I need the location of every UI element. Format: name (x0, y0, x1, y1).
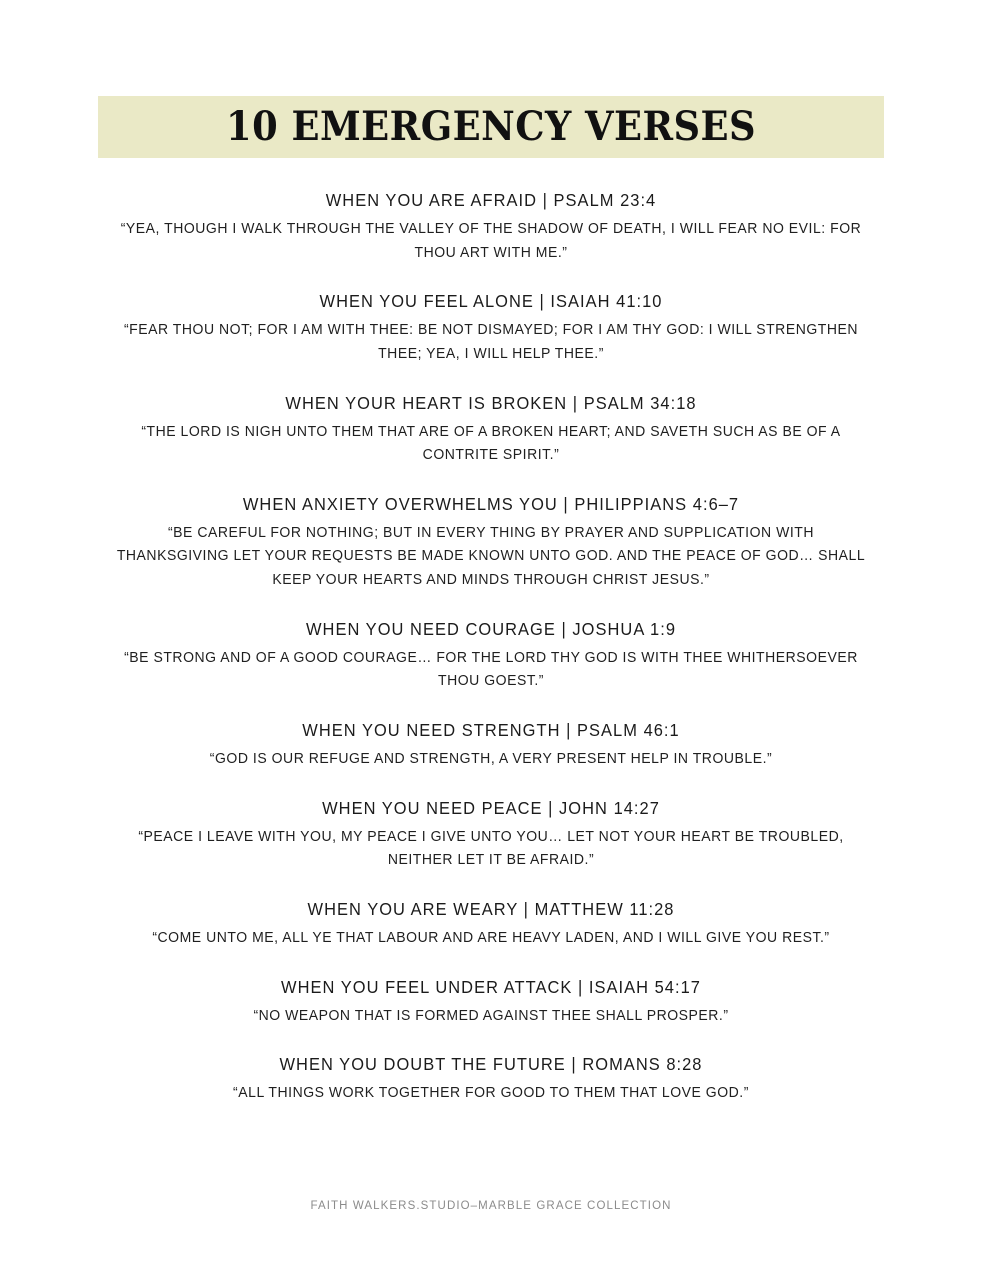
verse-heading: WHEN YOU DOUBT THE FUTURE | ROMANS 8:28 (279, 1054, 703, 1075)
verse-heading: WHEN YOU ARE AFRAID | PSALM 23:4 (325, 190, 657, 210)
verse-entry (98, 291, 884, 366)
verse-text: “ALL THINGS WORK TOGETHER FOR GOOD TO THEM THAT LOVE GOD.” (233, 1085, 749, 1102)
verse-heading: WHEN ANXIETY OVERWHELMS YOU | PHILIPPIANS 4:6–7 (242, 493, 740, 514)
verse-entry (98, 899, 884, 951)
verse-entry (98, 393, 884, 468)
verse-entry (98, 619, 884, 694)
verse-text: “GOD IS OUR REFUGE AND STRENGTH, A VERY PRESENT HELP IN TROUBLE.” (209, 751, 773, 768)
verse-text: “PEACE I LEAVE WITH YOU, MY PEACE I GIVE UNTO YOU… LET NOT YOUR HEART BE TROUBLED, NEITHER LET IT BE AFRAID.” (138, 828, 844, 869)
verse-entry (98, 977, 884, 1029)
verse-text: “FEAR THOU NOT; FOR I AM WITH THEE: BE NOT DISMAYED; FOR I AM THY GOD: I WILL STRENGTHEN THEE; YEA, I WILL HELP THEE.” (123, 322, 859, 362)
verse-text: “NO WEAPON THAT IS FORMED AGAINST THEE SHALL PROSPER.” (253, 1007, 729, 1024)
verse-heading: WHEN YOU NEED COURAGE | JOSHUA 1:9 (305, 618, 677, 639)
verse-text: “BE STRONG AND OF A GOOD COURAGE… FOR THE LORD THY GOD IS WITH THEE WHITHERSOEVER THOU GOEST.” (124, 649, 858, 690)
verse-entry (98, 798, 884, 873)
verse-heading: WHEN YOUR HEART IS BROKEN | PSALM 34:18 (285, 392, 697, 413)
verse-entry (98, 190, 884, 265)
verse-text: “COME UNTO ME, ALL YE THAT LABOUR AND ARE HEAVY LADEN, AND I WILL GIVE YOU REST.” (152, 929, 830, 946)
verse-heading: WHEN YOU NEED STRENGTH | PSALM 46:1 (302, 720, 680, 741)
verse-entry (98, 720, 884, 772)
page-title: 10 EMERGENCY VERSES (225, 103, 757, 150)
verse-text: “BE CAREFUL FOR NOTHING; BUT IN EVERY THING BY PRAYER AND SUPPLICATION WITH THANKSGIVING LET YOUR REQUESTS BE MADE KNOWN UNTO GOD. AND THE PEACE OF GOD… SHALL KEEP YOUR HEARTS AND MINDS THROUGH CHRIST JESUS.” (116, 524, 866, 589)
verse-entry (98, 494, 884, 593)
verse-text: “YEA, THOUGH I WALK THROUGH THE VALLEY OF THE SHADOW OF DEATH, I WILL FEAR NO EVIL: FOR THOU ART WITH ME.” (120, 221, 862, 261)
verse-text: “THE LORD IS NIGH UNTO THEM THAT ARE OF A BROKEN HEART; AND SAVETH SUCH AS BE OF A CONTRITE SPIRIT.” (141, 423, 841, 464)
verse-heading: WHEN YOU NEED PEACE | JOHN 14:27 (322, 797, 660, 818)
page-footer: FAITH WALKERS.STUDIO–MARBLE GRACE COLLECTION (310, 1200, 672, 1212)
verse-heading: WHEN YOU FEEL UNDER ATTACK | ISAIAH 54:17 (281, 976, 701, 997)
verse-list (98, 190, 884, 1132)
title-banner (98, 96, 884, 158)
verse-heading: WHEN YOU ARE WEARY | MATTHEW 11:28 (307, 898, 675, 919)
verse-entry (98, 1054, 884, 1106)
verse-heading: WHEN YOU FEEL ALONE | ISAIAH 41:10 (319, 291, 663, 312)
